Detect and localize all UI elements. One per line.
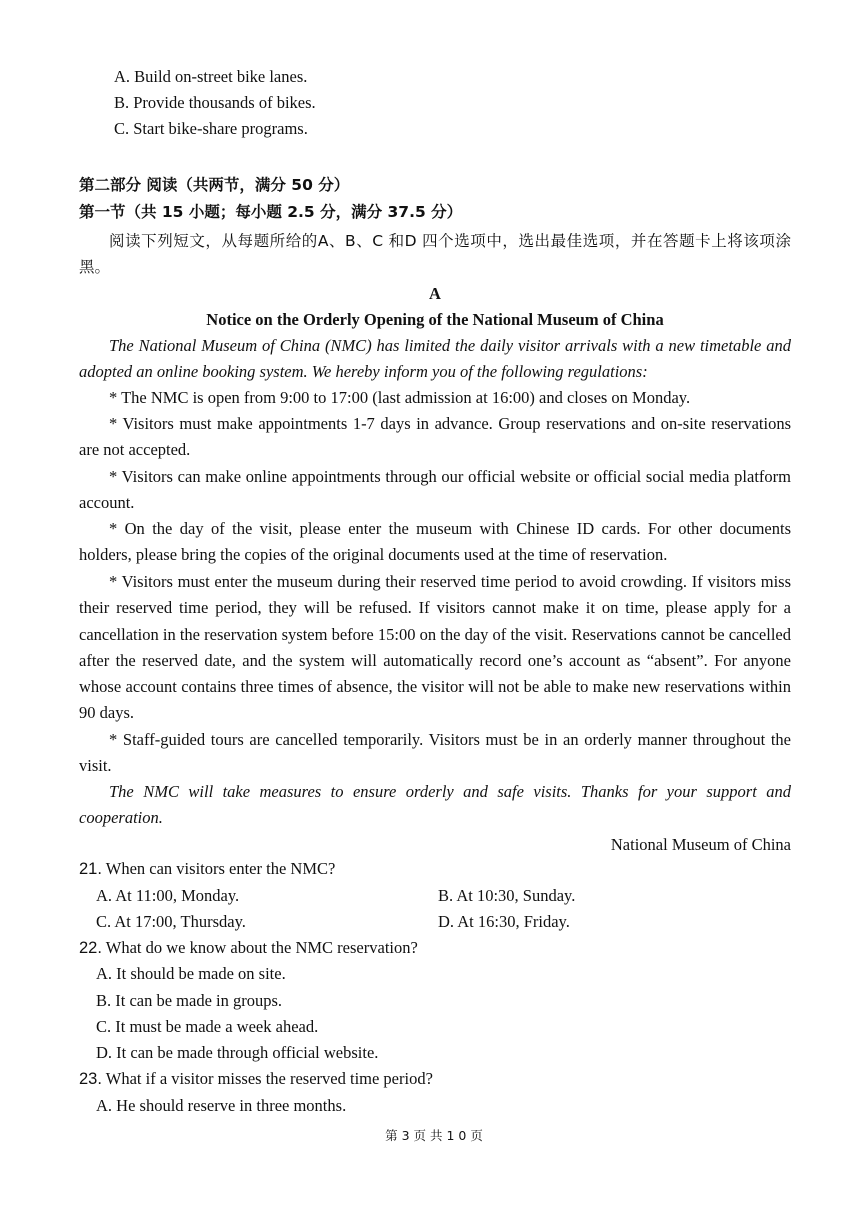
q23-option-a: A. He should reserve in three months. [96,1096,347,1115]
question-text: When can visitors enter the NMC? [101,859,336,878]
q21-option-d: D. At 16:30, Friday. [438,912,570,931]
subsection-title: 第一节（共 15 小题；每小题 2.5 分，满分 37.5 分） [79,203,463,221]
q22-option-b: B. It can be made in groups. [96,991,283,1010]
prev-option-c: C. Start bike-share programs. [114,119,308,138]
q22-option-a: A. It should be made on site. [96,964,286,983]
rule-6: * Staff-guided tours are cancelled temporarily. Visitors must be in an orderly manner throughout the visit. [79,730,791,776]
passage-closing: The NMC will take measures to ensure orderly and safe visits. Thanks for your support and cooperation. [79,782,791,828]
q22-option-c: C. It must be made a week ahead. [96,1017,319,1036]
passage-title: Notice on the Orderly Opening of the National Museum of China [206,310,664,329]
prev-option-b: B. Provide thousands of bikes. [114,93,316,112]
rule-5: * Visitors must enter the museum during their reserved time period to avoid crowding. If visitors miss their reserved time period, they will be refused. If visitors cannot make it on time, please apply for a cancellation in the reservation system before 15:00 on the day of the visit. Reservations cannot be cancelled after the reserved date, and the system will automatically record one’s account as “absent”. For anyone whose account contains three times of absence, the visitor will not be able to make new reservations within 90 days. [79,572,791,723]
question-22 [79,938,418,958]
question-number: 21. [79,860,102,878]
passage-signature: National Museum of China [610,835,791,854]
page-footer: 第 3 页 共 1 0 页 [385,1128,483,1143]
q21-option-a: A. At 11:00, Monday. [96,886,240,905]
rule-4: * On the day of the visit, please enter the museum with Chinese ID cards. For other documents holders, please bring the copies of the original documents used at the time of reservation. [79,519,791,565]
part-title: 第二部分 阅读（共两节，满分 50 分） [79,176,350,194]
question-21 [79,859,335,879]
q21-option-c: C. At 17:00, Thursday. [96,912,246,931]
question-23 [79,1069,433,1089]
q21-option-b: B. At 10:30, Sunday. [438,886,576,905]
q22-option-d: D. It can be made through official website. [96,1043,379,1062]
question-text: What do we know about the NMC reservation? [101,938,418,957]
rule-3: * Visitors can make online appointments through our official website or official social media platform account. [79,467,791,513]
prev-option-a: A. Build on-street bike lanes. [114,67,308,86]
question-number: 23. [79,1070,102,1088]
question-number: 22. [79,939,102,957]
rule-1: * The NMC is open from 9:00 to 17:00 (last admission at 16:00) and closes on Monday. [109,388,691,407]
passage-intro: The National Museum of China (NMC) has limited the daily visitor arrivals with a new timetable and adopted an online booking system. We hereby inform you of the following regulations: [79,336,791,382]
passage-label: A [429,284,441,303]
instruction: 阅读下列短文，从每题所给的A、B、C 和D 四个选项中，选出最佳选项，并在答题卡上将该项涂黑。 [79,232,791,277]
rule-2: * Visitors must make appointments 1-7 days in advance. Group reservations and on-site reservations are not accepted. [79,414,791,460]
question-text: What if a visitor misses the reserved time period? [101,1069,433,1088]
